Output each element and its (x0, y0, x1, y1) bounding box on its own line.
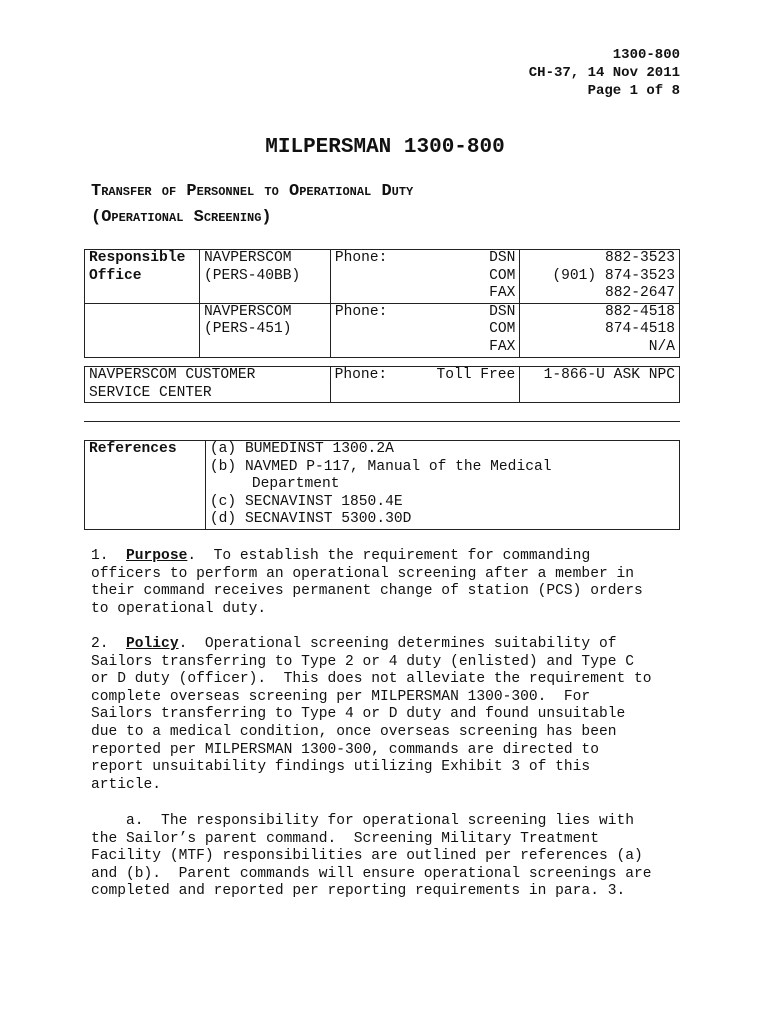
org-line: NAVPERSCOM (203, 303, 292, 320)
label-line: Office (89, 267, 142, 284)
phone-number: 882-4518 (604, 303, 675, 320)
org-line: NAVPERSCOM (203, 250, 292, 266)
org-line: (PERS-40BB) (203, 267, 301, 284)
office-org (199, 303, 330, 357)
label-line: Responsible (89, 250, 186, 266)
name-line: SERVICE CENTER (89, 384, 212, 401)
section-divider (84, 421, 680, 422)
table-row (85, 303, 680, 357)
phone-cell (330, 303, 520, 357)
phone-number: 874-4518 (604, 321, 675, 338)
phone-number: 882-3523 (604, 250, 675, 266)
table-row (85, 367, 680, 403)
phone-type: DSN (489, 303, 516, 320)
phone-number: N/A (648, 338, 675, 355)
paragraph-policy-a: a. The responsibility for operational screening lies with the Sailor’s parent command. Screening Military Treatment Facility (MTF) responsibilities are outlined per references (a) and (b). Parent commands will ensure operational screenings are completed and reported per reporting requirements in para. 3. (91, 813, 652, 900)
change-date: CH-37, 14 Nov 2011 (528, 65, 680, 81)
phone-label: Phone: (334, 303, 388, 320)
phone-cell (330, 250, 520, 304)
phone-label: Phone: (334, 250, 388, 266)
phone-number: 882-2647 (604, 285, 675, 302)
phone-type: DSN (489, 250, 516, 266)
reference-item: (d) SECNAVINST 5300.30D (209, 511, 412, 528)
document-header (529, 46, 680, 100)
phone-type: COM (489, 321, 516, 338)
responsible-office-table (84, 249, 680, 358)
references-table (84, 440, 680, 530)
reference-item: (b) NAVMED P-117, Manual of the Medical (209, 458, 552, 475)
reference-item: Department (251, 476, 340, 493)
phone-type: FAX (489, 285, 516, 302)
responsible-office-label (85, 250, 200, 304)
paragraph-text: . Operational screening determines suitability of Sailors transferring to Type 2 or 4 duty (enlisted) and Type C or D duty (officer). This does not alleviate the requirement to complete overseas screening per MILPERSMAN 1300-300. For Sailors transferring to Type 4 or D duty and found unsuitable due to a medical condition, once overseas screening has been reported per MILPERSMAN 1300-300, commands are directed to report unsuitability findings utilizing Exhibit 3 of this article. (91, 636, 652, 793)
references-list (205, 441, 679, 530)
phone-type: COM (489, 267, 516, 284)
phone-type: FAX (489, 338, 516, 355)
references-label: References (85, 441, 206, 530)
phone-cell (330, 367, 520, 403)
table-row (85, 441, 680, 530)
document-subtitle (91, 179, 413, 231)
phone-numbers (520, 250, 680, 304)
phone-number: (901) 874-3523 (552, 267, 675, 284)
customer-service-name (85, 367, 331, 403)
paragraph-number: 2. (91, 636, 127, 652)
phone-label: Phone: (334, 367, 388, 383)
paragraph-heading: Policy (126, 636, 179, 652)
reference-item: (a) BUMEDINST 1300.2A (209, 441, 394, 457)
subtitle-line-2: (Operational Screening) (91, 208, 272, 227)
empty-cell (85, 303, 200, 357)
office-org (199, 250, 330, 304)
document-title: MILPERSMAN 1300-800 (265, 136, 505, 159)
subtitle-line-1: Transfer of Personnel to Operational Duty (91, 182, 414, 201)
name-line: NAVPERSCOM CUSTOMER (89, 367, 256, 383)
customer-service-table (84, 366, 680, 403)
page-indicator: Page 1 of 8 (587, 83, 680, 99)
paragraph-text: . To establish the requirement for commanding officers to perform an operational screening after a member in their command receives permanent change of station (PCS) orders to operational duty. (91, 548, 643, 617)
phone-numbers (520, 303, 680, 357)
paragraph-policy (91, 636, 681, 794)
org-line: (PERS-451) (203, 321, 292, 338)
toll-free-number: 1-866-U ASK NPC (520, 367, 680, 403)
doc-number: 1300-800 (612, 47, 680, 63)
paragraph-heading: Purpose (126, 548, 188, 564)
phone-type: Toll Free (436, 367, 516, 383)
paragraph-purpose (91, 548, 681, 618)
table-row (85, 250, 680, 304)
paragraph-number: 1. (91, 548, 127, 564)
reference-item: (c) SECNAVINST 1850.4E (209, 493, 403, 510)
